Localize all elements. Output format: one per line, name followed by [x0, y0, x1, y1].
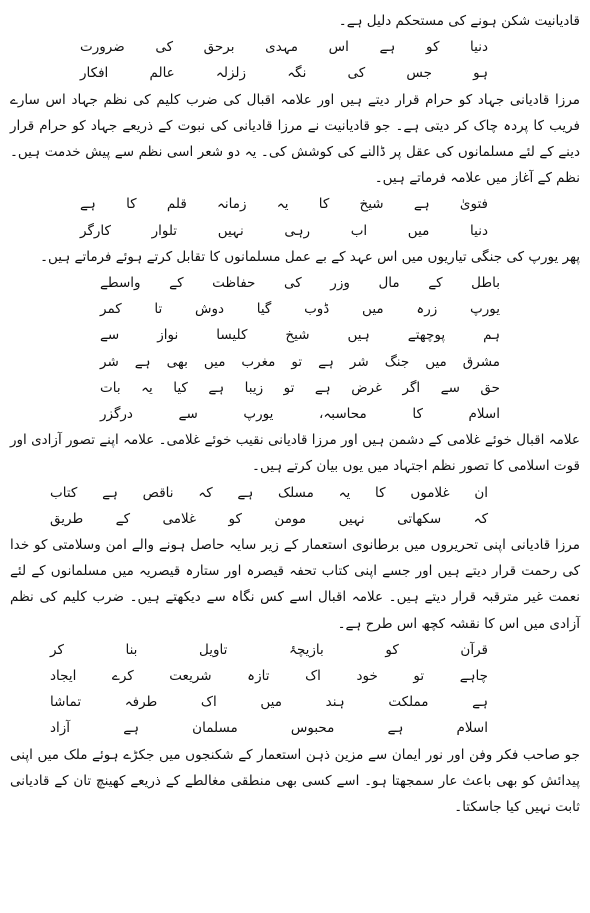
verse-line: چاہے تو خود اک تازہ شریعت کرے ایجاد — [50, 668, 488, 685]
verse-quran — [10, 637, 580, 742]
verse-ghulamon — [10, 480, 580, 532]
paragraph-jihad: مرزا قادیانی جہاد کو حرام قرار دیتے ہیں اور علامہ اقبال کی ضرب کلیم کی نظم جہاد اس سارے فریب کا پردہ چاک کر دیتی ہے۔ جو قادیانیت نے مرزا قادیانی کی نبوت کے ذریعے جہاد کو حرام قرار دینے کے لئے مسلمانوں کی عقل پر ڈالنے کی کوشش کی۔ یہ دو شعر اسی نظم سے پیش خدمت ہیں۔ نظم کے آغاز میں علامہ فرماتے ہیں۔ — [10, 91, 580, 187]
verse-line: دنیا میں اب رہی نہیں تلوار کارگر — [80, 222, 488, 239]
verse-line: اسلام کا محاسبہ، یورپ سے درگزر — [100, 406, 500, 423]
verse-line: ان غلاموں کا یہ مسلک ہے کہ ناقص ہے کتاب — [50, 484, 488, 501]
verse-mahdi — [10, 34, 580, 86]
verse-line: کہ سکھاتی نہیں مومن کو غلامی کے طریق — [50, 510, 488, 527]
paragraph-conclusion: جو صاحب فکر وفن اور نور ایمان سے مزین ذہن استعمار کے شکنجوں میں جکڑے ہوئے ملک میں اپنی پیدائش کو بھی باعث عار سمجھتا ہو۔ اسے کسی بھی منطقی مغالطے کے ذریعے کھینچ تان کے قادیانی ثابت نہیں کیا جاسکتا۔ — [10, 746, 580, 816]
verse-line: ہو جس کی نگہ زلزلہ عالم افکار — [80, 65, 488, 82]
verse-fatwa — [10, 191, 580, 243]
verse-line: اسلام ہے محبوس مسلمان ہے آزاد — [50, 720, 488, 737]
verse-line: ہے مملکت ہند میں اک طرفہ تماشا — [50, 694, 488, 711]
paragraph-ghulami: علامہ اقبال خوئے غلامی کے دشمن ہیں اور مرزا قادیانی نقیب خوئے غلامی۔ علامہ اپنے تصور آزادی اور قوت اسلامی کا تصور نظم اجتہاد میں یوں بیان کرتے ہیں۔ — [10, 432, 580, 475]
verse-line: دنیا کو ہے اس مہدی برحق کی ضرورت — [80, 39, 488, 56]
paragraph-europe: پھر یورپ کی جنگی تیاریوں میں اس عہد کے بے عمل مسلمانوں کا تقابل کرتے ہوئے فرماتے ہیں۔ — [40, 248, 580, 265]
verse-line: مشرق میں جنگ شر ہے تو مغرب میں بھی ہے شر — [100, 353, 500, 370]
verse-line: حق سے اگر غرض ہے تو زیبا ہے کیا یہ بات — [100, 379, 500, 396]
verse-line: فتویٰ ہے شیخ کا یہ زمانہ قلم کا ہے — [80, 196, 488, 213]
verse-line: ہم پوچھتے ہیں شیخ کلیسا نواز سے — [100, 327, 500, 344]
paragraph-british-rule: مرزا قادیانی اپنی تحریروں میں برطانوی استعمار کے زیر سایہ حاصل ہونے والے امن وسلامتی کو خدا کی رحمت قرار دیتے ہیں اور جسے اپنی کتاب تحفہ قیصرہ اور ستارہ قیصریہ میں مسلمانوں کے لئے نعمت غیر مترقبہ قرار دیتے ہیں۔ علامہ اقبال اسے کس نگاہ سے دیکھتے ہیں۔ ضرب کلیم کی نظم آزادی میں اس کا نقشہ کچھ اس طرح ہے۔ — [10, 537, 580, 632]
intro-line: قادیانیت شکن ہونے کی مستحکم دلیل ہے۔ — [338, 13, 580, 29]
verse-line: قرآن کو بازیچۂ تاویل بنا کر — [50, 641, 488, 658]
verse-line: باطل کے مال وزر کی حفاظت کے واسطے — [100, 275, 500, 292]
verse-line: یورپ زرہ میں ڈوب گیا دوش تا کمر — [100, 301, 500, 318]
verse-batil — [10, 270, 580, 427]
